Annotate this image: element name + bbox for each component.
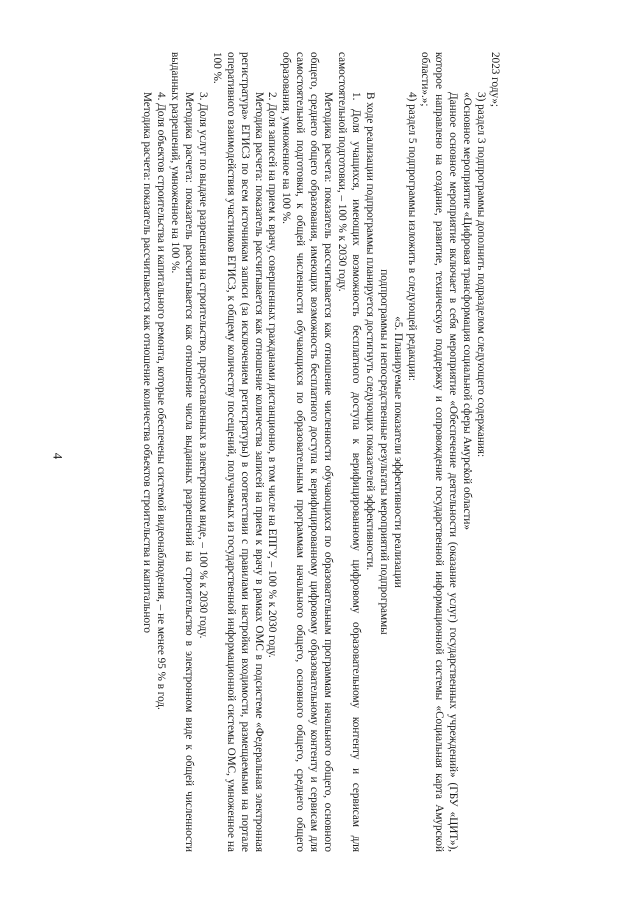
paragraph: 2. Доля записей на прием к врачу, совершенных гражданами дистанционно, в том числе на ЕПГУ, – 100 % к 2030 году.: [266, 92, 279, 658]
paragraph: Методика расчета: показатель рассчитывается как отношение количества объектов строительства и капитального: [141, 92, 154, 634]
paragraph: «Основное мероприятие «Цифровая трансформация социальной сферы Амурской области»: [460, 92, 473, 530]
paragraph: Методика расчета: показатель рассчитывается как отношение числа выданных разрешений на строительство в электронном виде к общей численности выданных разрешений, умноженное на 100 %.: [168, 52, 195, 852]
paragraph: 2023 году»;: [488, 52, 501, 108]
paragraph: Методика расчета: показатель рассчитывается как отношение численности обучающихся по образовательным программам начального общего, основного общего, среднего общего образования, имеющих возможность бесплатного доступа к верифицированному цифровому образовательному контенту и сервисам для самостоятельной подготовки, к общей численности обучающихся по образовательным программам начального общего, основного общего, среднего общего образования, умноженное на 100 %.: [280, 52, 334, 852]
page-number: 4: [50, 452, 66, 460]
paragraph: В ходе реализации подпрограммы планируется достигнуть следующих показателей эффективности.: [363, 92, 376, 571]
paragraph: 3) раздел 3 подпрограммы дополнить подразделом следующего содержания:: [474, 92, 487, 458]
paragraph: 1. Доля учащихся, имеющих возможность бесплатного доступа к верифицированному цифровому образовательному контенту и сервисам для самостоятельной подготовки, – 100 % к 2030 году.: [335, 52, 362, 852]
paragraph: 4) раздел 5 подпрограммы изложить в следующей редакции:: [405, 92, 418, 381]
paragraph: Методика расчета: показатель рассчитывается как отношение количества записей на прием к врачу в рамках ОМС в подсистеме «Федеральная электронная регистратура» ЕГИСЗ по всем источникам записи (за исключением регистратуры) в соответствии с правилами настройки входимости, размещаемыми на портале оперативного взаимодействия участников ЕГИСЗ, к общему количеству посещений, получаемых из государственной информационной системы ОМС, умноженное на 100 %.: [210, 52, 265, 852]
paragraph: 4. Доля объектов строительства и капитального ремонта, которые обеспечены системой видеонаблюдения, – не менее 95 % в год.: [155, 92, 168, 710]
paragraph: 3. Доля услуг по выдаче разрешения на строительство, предоставленных в электронном виде, – 100 % к 2030 году.: [196, 92, 209, 639]
paragraph: «5. Планируемые показатели эффективности реализации: [391, 316, 404, 588]
paragraph: Данное основное мероприятие включает в себя мероприятие «Обеспечение деятельности (оказание услуг) государственных учреждений» (ГБУ «ЦИТ»), которое направлено на создание, развитие, техническую поддержку и сопровождение государственной информационной системы «Социальная карта Амурской области».»;: [419, 52, 460, 852]
paragraph: подпрограммы и непосредственные результаты мероприятий подпрограммы: [377, 269, 390, 635]
rotated-body-text: [139, 52, 501, 852]
